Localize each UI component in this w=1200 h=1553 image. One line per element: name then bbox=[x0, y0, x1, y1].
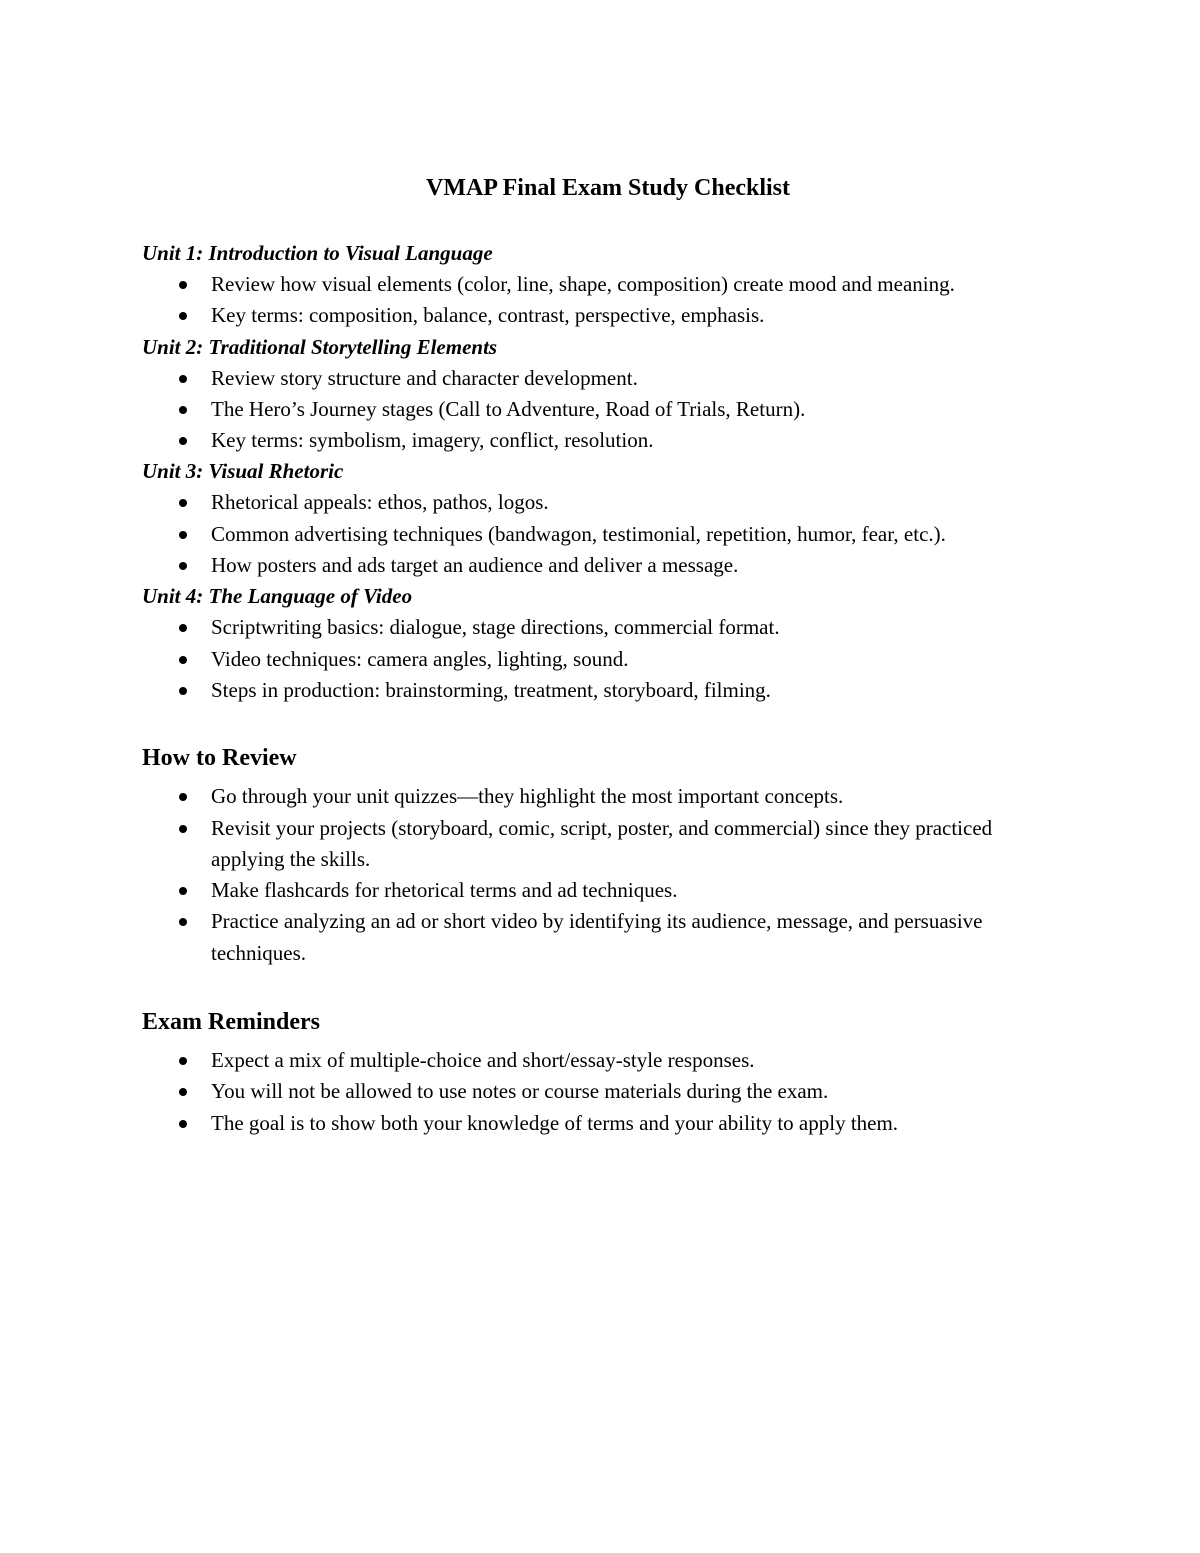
bullet-icon bbox=[179, 531, 187, 539]
list-item-text: The Hero’s Journey stages (Call to Adventure, Road of Trials, Return). bbox=[211, 396, 806, 421]
bullet-icon bbox=[179, 499, 187, 507]
list-item-text: Key terms: composition, balance, contrast, perspective, emphasis. bbox=[211, 303, 765, 328]
how-to-review-list bbox=[142, 781, 1062, 969]
unit-1-list bbox=[142, 269, 1062, 332]
bullet-icon bbox=[179, 793, 187, 801]
bullet-icon bbox=[179, 406, 187, 414]
bullet-icon bbox=[179, 437, 187, 445]
bullet-icon bbox=[179, 281, 187, 289]
document-title: VMAP Final Exam Study Checklist bbox=[425, 175, 791, 201]
bullet-icon bbox=[179, 1057, 187, 1065]
unit-2-list bbox=[142, 363, 1062, 457]
list-item bbox=[142, 1045, 1062, 1076]
bullet-icon bbox=[179, 375, 187, 383]
unit-2-heading: Unit 2: Traditional Storytelling Elements bbox=[142, 334, 498, 359]
list-item bbox=[142, 487, 1062, 518]
list-item bbox=[142, 612, 1062, 643]
list-item-text: Steps in production: brainstorming, treatment, storyboard, filming. bbox=[211, 677, 771, 702]
list-item-text: How posters and ads target an audience and deliver a message. bbox=[211, 553, 739, 578]
bullet-icon bbox=[179, 562, 187, 570]
bullet-icon bbox=[179, 918, 187, 926]
list-item bbox=[142, 394, 1062, 425]
list-item bbox=[142, 1076, 1062, 1107]
bullet-icon bbox=[179, 887, 187, 895]
list-item bbox=[142, 519, 1062, 550]
unit-4-list bbox=[142, 612, 1062, 706]
list-item-text: Revisit your projects (storyboard, comic, script, poster, and commercial) since they practiced applying the skills. bbox=[211, 815, 993, 871]
bullet-icon bbox=[179, 1120, 187, 1128]
bullet-icon bbox=[179, 656, 187, 664]
list-item bbox=[142, 675, 1062, 706]
list-item-text: Make flashcards for rhetorical terms and ad techniques. bbox=[211, 878, 678, 903]
unit-1-heading: Unit 1: Introduction to Visual Language bbox=[142, 241, 493, 265]
list-item-text: You will not be allowed to use notes or course materials during the exam. bbox=[211, 1079, 829, 1104]
bullet-icon bbox=[179, 1088, 187, 1096]
list-item bbox=[142, 269, 1062, 300]
exam-reminders-heading: Exam Reminders bbox=[142, 1009, 320, 1036]
list-item-text: Review story structure and character development. bbox=[211, 365, 638, 390]
list-item bbox=[142, 1108, 1062, 1139]
list-item bbox=[142, 425, 1062, 456]
bullet-icon bbox=[179, 624, 187, 632]
exam-reminders-list bbox=[142, 1045, 1062, 1139]
list-item bbox=[142, 644, 1062, 675]
list-item-text: Key terms: symbolism, imagery, conflict, resolution. bbox=[211, 428, 654, 453]
list-item bbox=[142, 300, 1062, 331]
bullet-icon bbox=[179, 825, 187, 833]
document-page bbox=[142, 168, 1062, 1139]
list-item-text: Scriptwriting basics: dialogue, stage directions, commercial format. bbox=[211, 615, 780, 640]
list-item-text: Rhetorical appeals: ethos, pathos, logos. bbox=[211, 490, 549, 515]
bullet-icon bbox=[179, 687, 187, 695]
unit-3-heading: Unit 3: Visual Rhetoric bbox=[142, 459, 344, 484]
list-item bbox=[142, 906, 1062, 969]
list-item-text: Review how visual elements (color, line, shape, composition) create mood and meaning. bbox=[211, 272, 955, 296]
list-item-text: Go through your unit quizzes—they highlight the most important concepts. bbox=[211, 784, 844, 809]
list-item-text: Expect a mix of multiple-choice and short/essay-style responses. bbox=[211, 1048, 755, 1073]
how-to-review-heading: How to Review bbox=[142, 745, 297, 772]
unit-4-heading: Unit 4: The Language of Video bbox=[142, 584, 413, 609]
list-item bbox=[142, 781, 1062, 812]
list-item-text: Common advertising techniques (bandwagon, testimonial, repetition, humor, fear, etc.). bbox=[211, 521, 946, 546]
list-item bbox=[142, 363, 1062, 394]
list-item bbox=[142, 550, 1062, 581]
bullet-icon bbox=[179, 312, 187, 320]
list-item-text: Practice analyzing an ad or short video by identifying its audience, message, and persuasive techniques. bbox=[211, 909, 983, 965]
list-item bbox=[142, 875, 1062, 906]
list-item-text: Video techniques: camera angles, lighting, sound. bbox=[211, 646, 629, 671]
unit-3-list bbox=[142, 487, 1062, 581]
list-item-text: The goal is to show both your knowledge of terms and your ability to apply them. bbox=[211, 1110, 899, 1135]
list-item bbox=[142, 813, 1062, 876]
